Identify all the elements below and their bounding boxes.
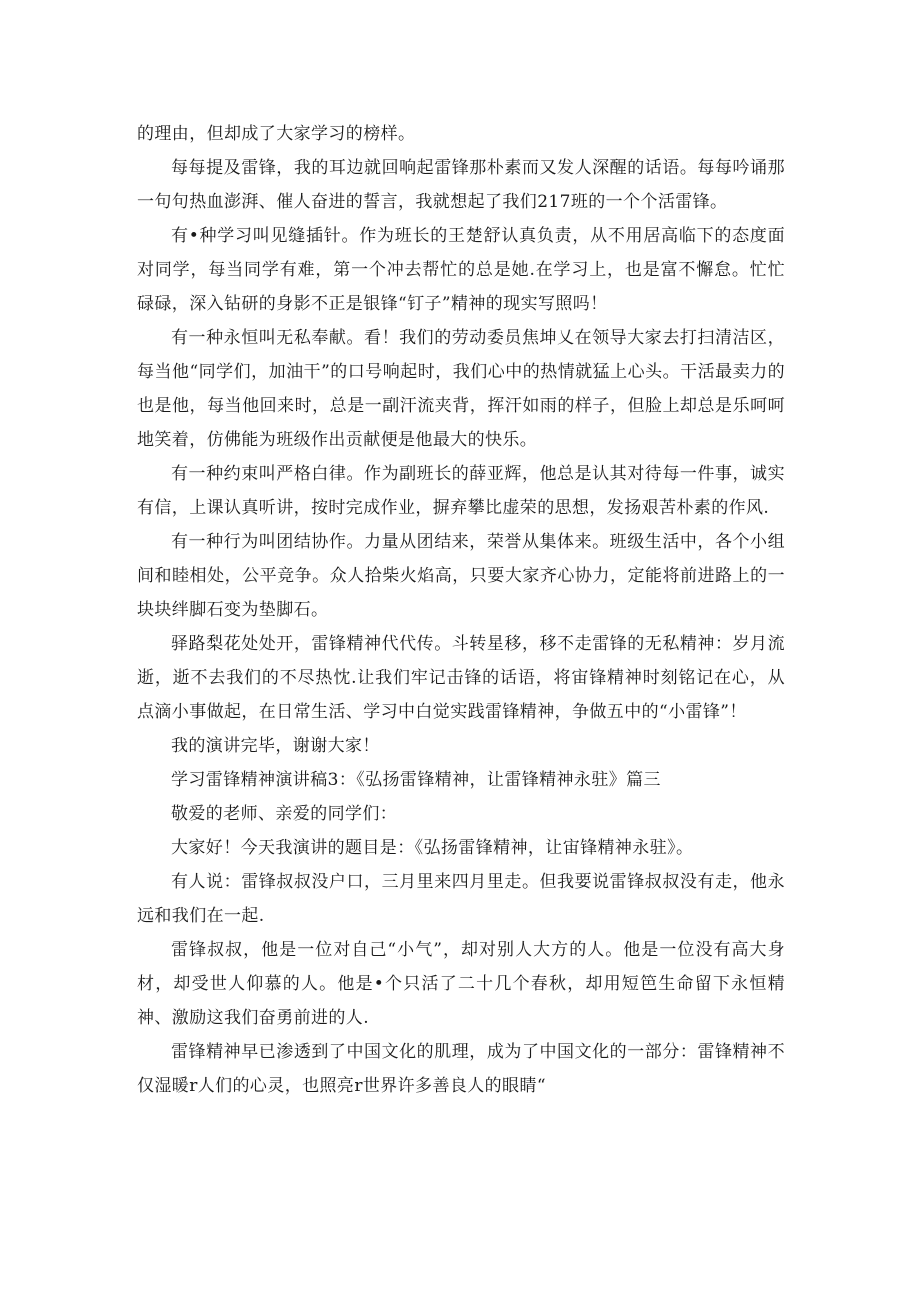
paragraph-2: 每每提及雷锋，我的耳边就回响起雷锋那朴素而又发人深醒的话语。每每吟诵那一句句热血澎湃、催人奋进的誓言，我就想起了我们217班的一个个活雷锋。 <box>137 158 785 212</box>
paragraph-6: 有一种行为叫团结协作。力量从团结来，荣誉从集体来。班级生活中，各个小组间和睦相处，公平竞争。众人拾柴火焰高，只要大家齐心协力，定能将前进路上的一块块绊脚石变为垫脚石。 <box>137 532 785 620</box>
paragraph-8: 我的演讲完毕，谢谢大家！ <box>171 736 380 756</box>
paragraph-14: 雷锋精神早已渗透到了中国文化的肌理，成为了中国文化的一部分：雷锋精神不仅湿暖r人们的心灵，也照亮r世界许多善良人的眼睛“ <box>137 1042 785 1096</box>
paragraph-12: 有人说：雷锋叔叔没户口，三月里来四月里走。但我要说雷锋叔叔没有走，他永远和我们在一起. <box>137 872 785 926</box>
salutation: 敬爱的老师、亲爱的同学们： <box>171 804 398 824</box>
section-heading: 学习雷锋精神演讲稿3：《弘扬雷锋精神，让雷锋精神永驻》篇三 <box>171 770 661 790</box>
paragraph-7: 驿路梨花处处开，雷锋精神代代传。斗转星移，移不走雷锋的无私精神：岁月流逝，逝不去我们的不尽热忱.让我们牢记击锋的话语，将宙锋精神时刻铭记在心，从点滴小事做起，在日常生活、学习中白觉实践雷锋精神，争做五中的“小雷锋”！ <box>137 634 785 722</box>
paragraph-13: 雷锋叔叔，他是一位对自己“小气”，却对别人大方的人。他是一位没有高大身材，却受世人仰慕的人。他是•个只活了二十几个春秋，却用短笆生命留下永恒精神、激励这我们奋勇前进的人. <box>137 940 785 1028</box>
document-body <box>137 117 785 1103</box>
paragraph-1: 的理由，但却成了大家学习的榜样。 <box>137 124 416 144</box>
paragraph-4: 有一种永恒叫无私奉献。看！我们的劳动委员焦坤乂在领导大家去打扫清洁区，每当他“同学们，加油干”的口号响起时，我们心中的热情就猛上心头。干活最卖力的也是他，每当他回来时，总是一副汗流夹背，挥汗如雨的样子，但脸上却总是乐呵呵地笑着，仿佛能为班级作出贡献便是他最大的快乐。 <box>137 328 785 450</box>
paragraph-3: 有•种学习叫见缝插针。作为班长的王楚舒认真负责，从不用居高临下的态度面对同学，每当同学有难，第一个冲去帮忙的总是她.在学习上，也是富不懈怠。忙忙碌碌，深入钻研的身影不正是银锋“钉子”精神的现实写照吗！ <box>137 226 785 314</box>
paragraph-5: 有一种约束叫严格白律。作为副班长的薛亚辉，他总是认其对待每一件事，诚实有信，上课认真听讲，按时完成作业，摒弃攀比虚荣的思想，发扬艰苦朴素的作风. <box>137 464 785 518</box>
paragraph-11: 大家好！今天我演讲的题目是：《弘扬雷锋精神，让宙锋精神永驻》。 <box>171 838 694 858</box>
